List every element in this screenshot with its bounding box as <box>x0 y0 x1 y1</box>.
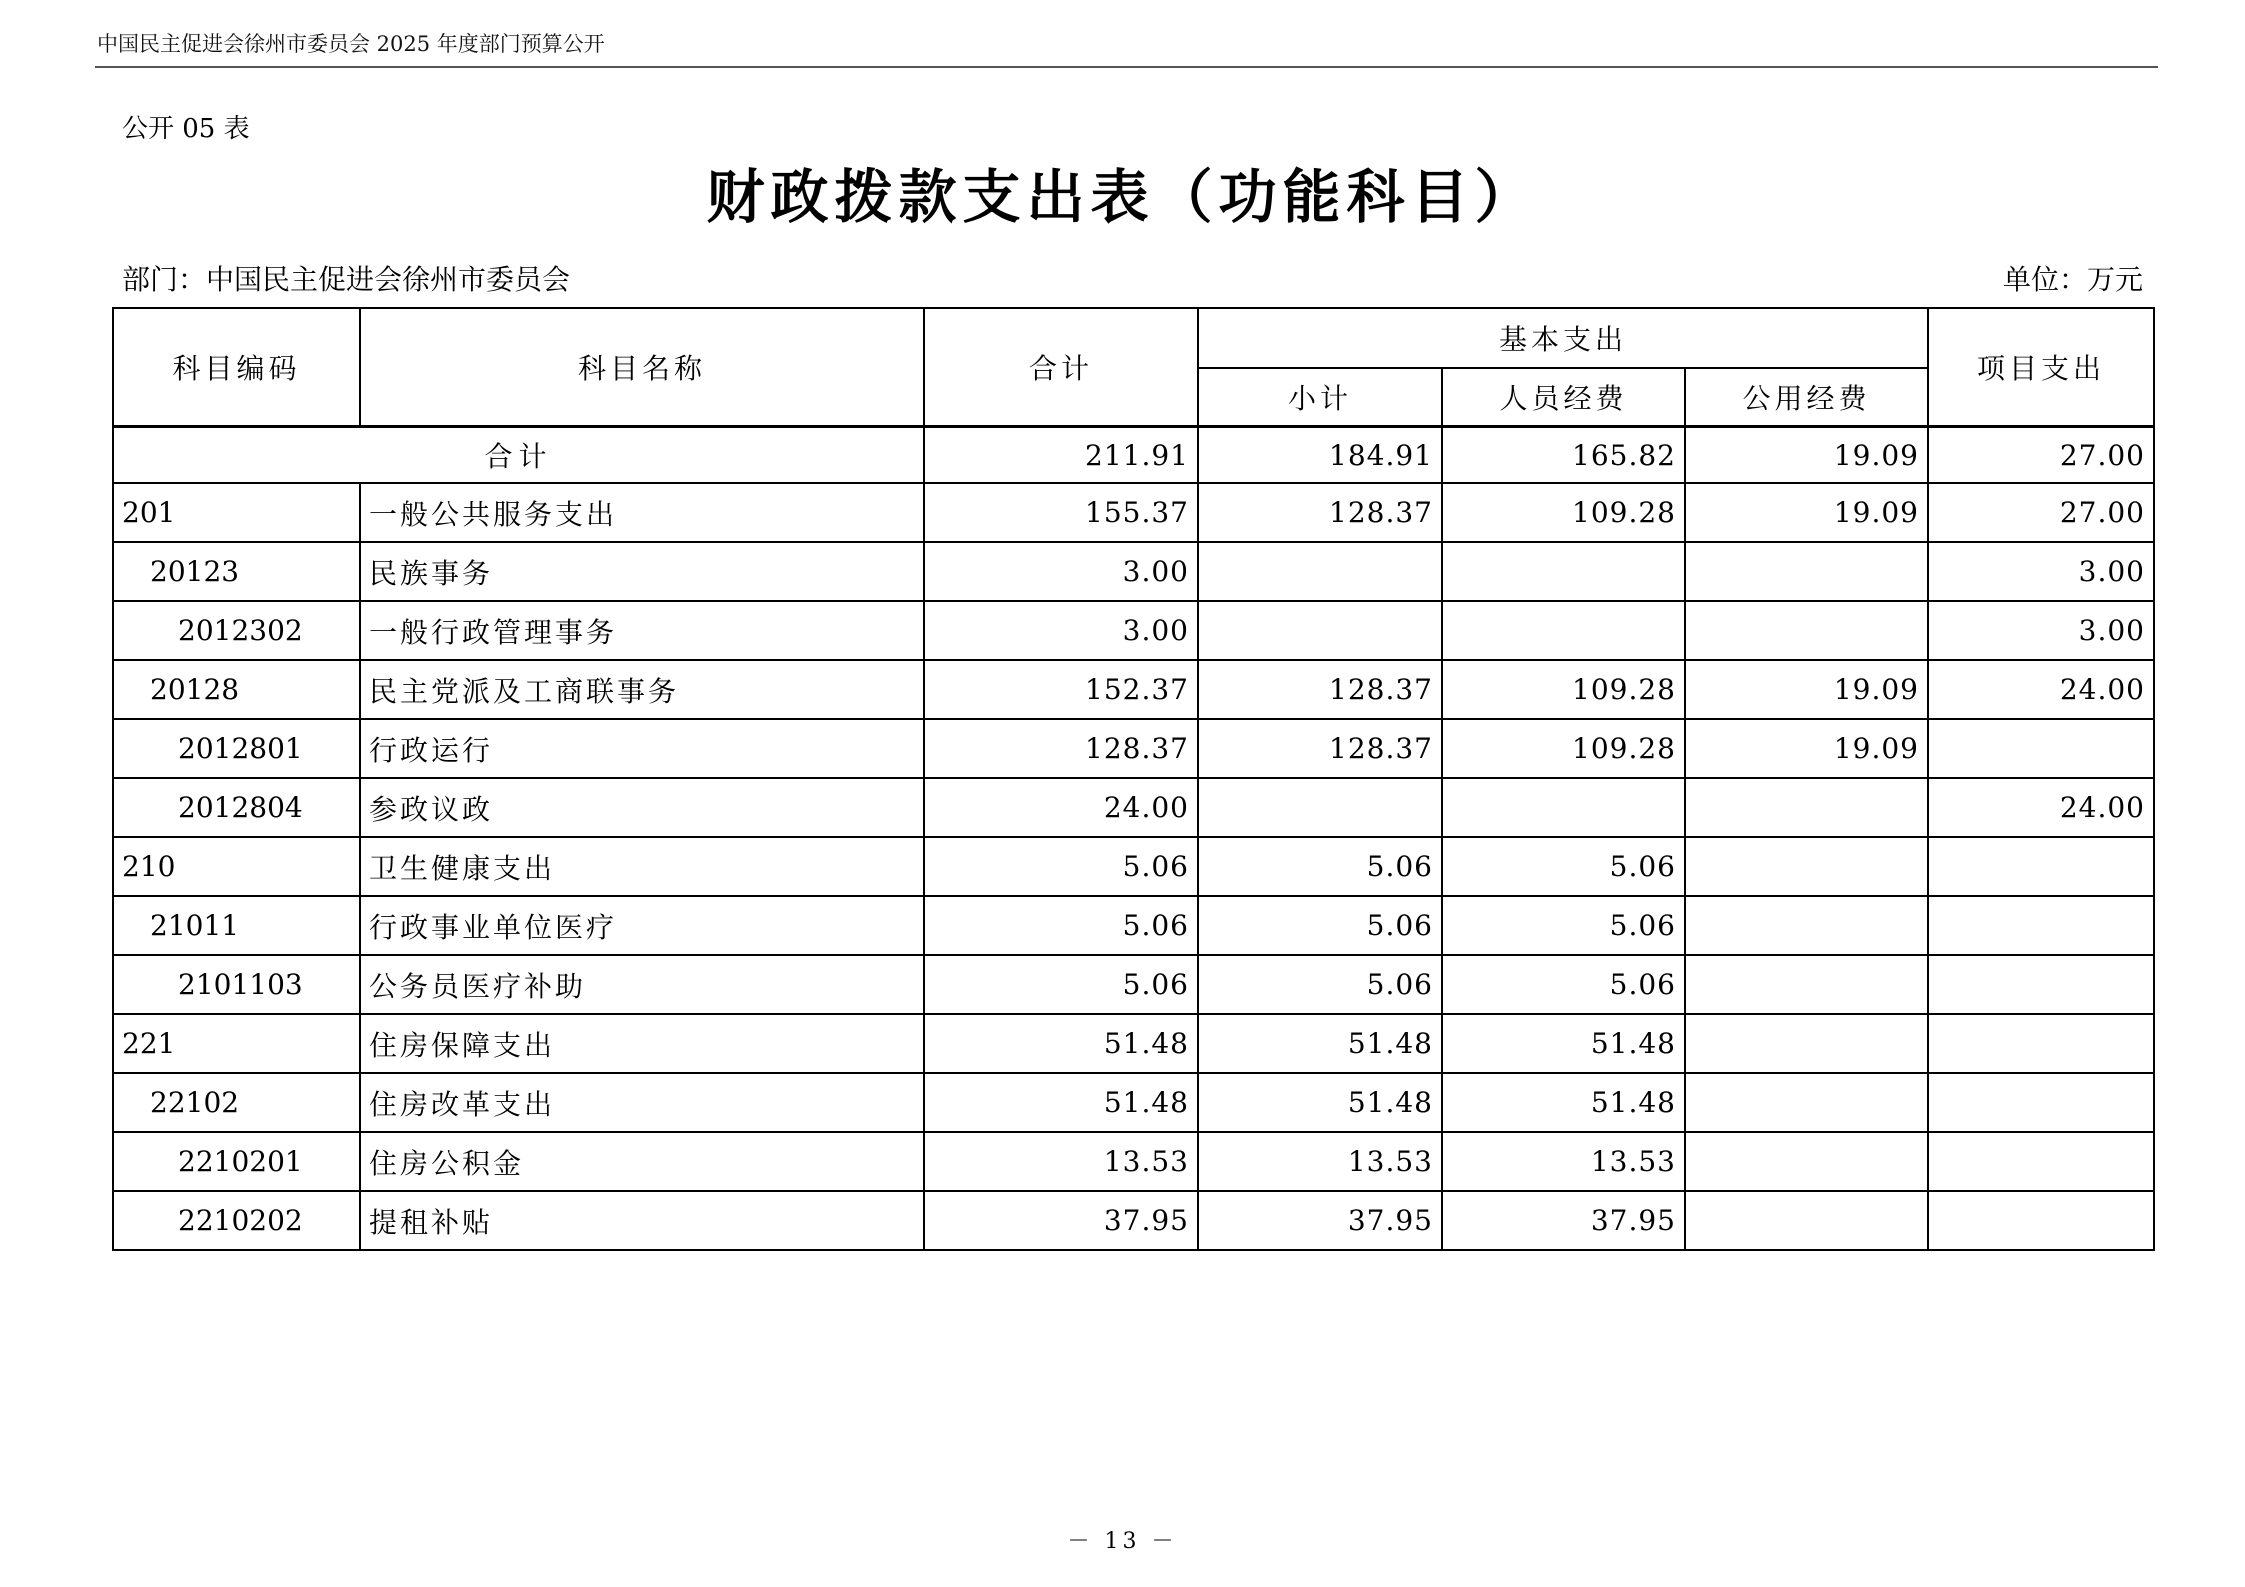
cell-project <box>1928 837 2154 896</box>
cell-project <box>1928 1191 2154 1250</box>
cell-code: 2210201 <box>113 1132 360 1191</box>
header-project: 项目支出 <box>1928 308 2154 427</box>
cell-public <box>1685 1132 1928 1191</box>
cell-personnel: 37.95 <box>1442 1191 1685 1250</box>
cell-code: 221 <box>113 1014 360 1073</box>
budget-table <box>112 307 2155 1251</box>
cell-subtotal: 51.48 <box>1198 1014 1442 1073</box>
header-code: 科目编码 <box>113 308 360 427</box>
cell-total: 3.00 <box>924 542 1198 601</box>
cell-personnel: 51.48 <box>1442 1073 1685 1132</box>
total-row-subtotal: 184.91 <box>1198 427 1442 484</box>
cell-personnel <box>1442 778 1685 837</box>
cell-name: 民族事务 <box>360 542 924 601</box>
cell-project <box>1928 1014 2154 1073</box>
cell-public <box>1685 837 1928 896</box>
cell-public <box>1685 778 1928 837</box>
cell-public <box>1685 601 1928 660</box>
cell-name: 住房改革支出 <box>360 1073 924 1132</box>
cell-public <box>1685 955 1928 1014</box>
cell-project <box>1928 1132 2154 1191</box>
cell-total: 5.06 <box>924 955 1198 1014</box>
total-row-public: 19.09 <box>1685 427 1928 484</box>
cell-project: 27.00 <box>1928 483 2154 542</box>
total-row <box>113 427 2154 484</box>
cell-code: 22102 <box>113 1073 360 1132</box>
cell-subtotal: 37.95 <box>1198 1191 1442 1250</box>
cell-project <box>1928 719 2154 778</box>
cell-project <box>1928 896 2154 955</box>
cell-total: 13.53 <box>924 1132 1198 1191</box>
total-row-total: 211.91 <box>924 427 1198 484</box>
cell-personnel: 109.28 <box>1442 719 1685 778</box>
cell-total: 24.00 <box>924 778 1198 837</box>
cell-project: 3.00 <box>1928 601 2154 660</box>
total-row-project: 27.00 <box>1928 427 2154 484</box>
cell-project: 24.00 <box>1928 778 2154 837</box>
table-row <box>113 660 2154 719</box>
cell-name: 住房保障支出 <box>360 1014 924 1073</box>
cell-subtotal <box>1198 778 1442 837</box>
cell-code: 201 <box>113 483 360 542</box>
cell-code: 2012302 <box>113 601 360 660</box>
running-header: 中国民主促进会徐州市委员会 2025 年度部门预算公开 <box>97 32 605 56</box>
header-total: 合计 <box>924 308 1198 427</box>
cell-name: 提租补贴 <box>360 1191 924 1250</box>
cell-total: 155.37 <box>924 483 1198 542</box>
cell-subtotal: 5.06 <box>1198 837 1442 896</box>
header-divider <box>95 66 2158 68</box>
cell-code: 20123 <box>113 542 360 601</box>
cell-name: 参政议政 <box>360 778 924 837</box>
table-row <box>113 837 2154 896</box>
cell-project <box>1928 1073 2154 1132</box>
cell-subtotal: 13.53 <box>1198 1132 1442 1191</box>
cell-code: 21011 <box>113 896 360 955</box>
cell-total: 128.37 <box>924 719 1198 778</box>
header-public: 公用经费 <box>1685 368 1928 427</box>
cell-subtotal: 128.37 <box>1198 483 1442 542</box>
table-row <box>113 483 2154 542</box>
cell-name: 住房公积金 <box>360 1132 924 1191</box>
cell-personnel: 109.28 <box>1442 660 1685 719</box>
cell-project: 3.00 <box>1928 542 2154 601</box>
header-basic: 基本支出 <box>1198 308 1928 368</box>
cell-code: 2012804 <box>113 778 360 837</box>
cell-personnel: 5.06 <box>1442 955 1685 1014</box>
cell-subtotal: 128.37 <box>1198 719 1442 778</box>
cell-total: 3.00 <box>924 601 1198 660</box>
unit-label: 单位：万元 <box>2002 263 2143 296</box>
table-row <box>113 1132 2154 1191</box>
cell-code: 2210202 <box>113 1191 360 1250</box>
cell-public: 19.09 <box>1685 483 1928 542</box>
cell-public: 19.09 <box>1685 719 1928 778</box>
cell-name: 公务员医疗补助 <box>360 955 924 1014</box>
cell-public <box>1685 1073 1928 1132</box>
table-row <box>113 719 2154 778</box>
table-row <box>113 1014 2154 1073</box>
table-row <box>113 542 2154 601</box>
cell-public: 19.09 <box>1685 660 1928 719</box>
cell-total: 37.95 <box>924 1191 1198 1250</box>
header-name: 科目名称 <box>360 308 924 427</box>
cell-project: 24.00 <box>1928 660 2154 719</box>
cell-name: 一般行政管理事务 <box>360 601 924 660</box>
cell-total: 51.48 <box>924 1014 1198 1073</box>
cell-public <box>1685 1014 1928 1073</box>
cell-project <box>1928 955 2154 1014</box>
cell-name: 行政运行 <box>360 719 924 778</box>
cell-name: 一般公共服务支出 <box>360 483 924 542</box>
table-row <box>113 1073 2154 1132</box>
cell-public <box>1685 1191 1928 1250</box>
cell-total: 5.06 <box>924 896 1198 955</box>
cell-code: 2101103 <box>113 955 360 1014</box>
cell-public <box>1685 896 1928 955</box>
header-personnel: 人员经费 <box>1442 368 1685 427</box>
cell-subtotal <box>1198 601 1442 660</box>
cell-total: 5.06 <box>924 837 1198 896</box>
cell-name: 卫生健康支出 <box>360 837 924 896</box>
cell-subtotal: 5.06 <box>1198 896 1442 955</box>
cell-code: 210 <box>113 837 360 896</box>
table-row <box>113 1191 2154 1250</box>
table-row <box>113 955 2154 1014</box>
table-row <box>113 601 2154 660</box>
cell-personnel: 109.28 <box>1442 483 1685 542</box>
cell-subtotal: 51.48 <box>1198 1073 1442 1132</box>
cell-personnel <box>1442 542 1685 601</box>
table-row <box>113 778 2154 837</box>
cell-code: 20128 <box>113 660 360 719</box>
table-number: 公开 05 表 <box>122 114 250 144</box>
department-label: 部门：中国民主促进会徐州市委员会 <box>122 263 571 296</box>
total-row-label: 合计 <box>113 427 924 484</box>
cell-personnel: 5.06 <box>1442 896 1685 955</box>
cell-total: 152.37 <box>924 660 1198 719</box>
cell-personnel <box>1442 601 1685 660</box>
cell-personnel: 5.06 <box>1442 837 1685 896</box>
cell-public <box>1685 542 1928 601</box>
cell-name: 民主党派及工商联事务 <box>360 660 924 719</box>
cell-subtotal <box>1198 542 1442 601</box>
cell-name: 行政事业单位医疗 <box>360 896 924 955</box>
header-subtotal: 小计 <box>1198 368 1442 427</box>
table-row <box>113 896 2154 955</box>
cell-subtotal: 128.37 <box>1198 660 1442 719</box>
cell-total: 51.48 <box>924 1073 1198 1132</box>
cell-personnel: 13.53 <box>1442 1132 1685 1191</box>
total-row-personnel: 165.82 <box>1442 427 1685 484</box>
cell-subtotal: 5.06 <box>1198 955 1442 1014</box>
page-title: 财政拨款支出表（功能科目） <box>706 163 1539 231</box>
cell-code: 2012801 <box>113 719 360 778</box>
page-number: － 13 － <box>1067 1529 1178 1554</box>
cell-personnel: 51.48 <box>1442 1014 1685 1073</box>
